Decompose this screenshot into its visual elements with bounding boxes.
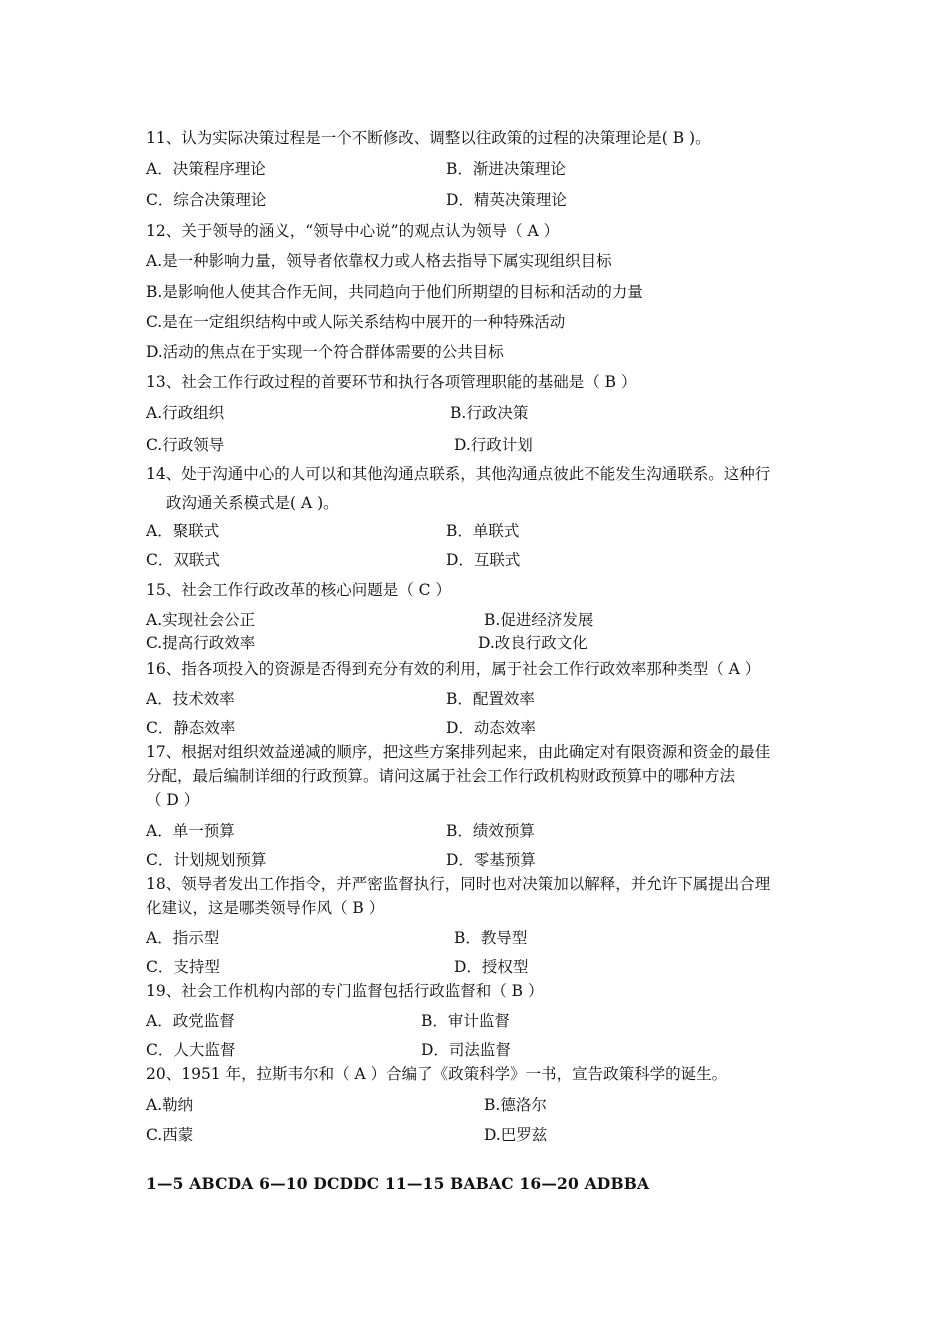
option-d: D.活动的焦点在于实现一个符合群体需要的公共目标 xyxy=(146,343,504,361)
option-d: D．精英决策理论 xyxy=(446,191,567,209)
option-d: D．零基预算 xyxy=(446,851,536,869)
option-a: A．单一预算 xyxy=(146,822,235,840)
answer-key: 1—5 ABCDA 6—10 DCDDC 11—15 BABAC 16—20 ADBBA xyxy=(146,1174,650,1193)
option-b: B．渐进决策理论 xyxy=(446,160,566,178)
question-stem: 18、领导者发出工作指令，并严密监督执行，同时也对决策加以解释，并允许下属提出合理 xyxy=(146,875,771,893)
option-b: B.行政决策 xyxy=(450,404,529,422)
option-b: B．教导型 xyxy=(454,929,528,947)
option-d: D．动态效率 xyxy=(446,719,536,737)
option-a: A．决策程序理论 xyxy=(146,160,266,178)
question-stem-line2: 政沟通关系模式是( A )。 xyxy=(166,494,339,512)
option-d: D．授权型 xyxy=(454,958,529,976)
question-stem: 12、关于领导的涵义，“领导中心说”的观点认为领导（ A ） xyxy=(146,222,560,240)
option-b: B.是影响他人使其合作无间，共同趋向于他们所期望的目标和活动的力量 xyxy=(146,283,643,301)
question-stem-line2: 分配，最后编制详细的行政预算。请问这属于社会工作行政机构财政预算中的哪种方法 xyxy=(146,767,736,785)
question-stem: 11、认为实际决策过程是一个不断修改、调整以往政策的过程的决策理论是( B )。 xyxy=(146,129,711,147)
option-d: D.改良行政文化 xyxy=(478,634,588,652)
question-stem: 19、社会工作机构内部的专门监督包括行政监督和（ B ） xyxy=(146,982,544,1000)
option-c: C．支持型 xyxy=(146,958,220,976)
option-b: B．单联式 xyxy=(446,522,520,540)
option-d: D.行政计划 xyxy=(454,436,533,454)
option-c: C.是在一定组织结构中或人际关系结构中展开的一种特殊活动 xyxy=(146,313,566,331)
option-b: B．配置效率 xyxy=(446,690,535,708)
option-a: A．聚联式 xyxy=(146,522,220,540)
question-stem: 14、处于沟通中心的人可以和其他沟通点联系，其他沟通点彼此不能发生沟通联系。这种行 xyxy=(146,465,771,483)
option-a: A．技术效率 xyxy=(146,690,235,708)
option-c: C．综合决策理论 xyxy=(146,191,267,209)
question-stem: 15、社会工作行政改革的核心问题是（ C ） xyxy=(146,581,451,599)
option-d: D.巴罗兹 xyxy=(484,1126,548,1144)
option-a: A.勒纳 xyxy=(146,1096,194,1114)
option-c: C．计划规划预算 xyxy=(146,851,267,869)
option-a: A.行政组织 xyxy=(146,404,225,422)
option-c: C.提高行政效率 xyxy=(146,634,256,652)
option-b: B.德洛尔 xyxy=(484,1096,547,1114)
option-d: D．司法监督 xyxy=(421,1041,511,1059)
option-c: C．双联式 xyxy=(146,551,220,569)
option-a: A.实现社会公正 xyxy=(146,611,256,629)
question-stem: 20、1951 年，拉斯韦尔和（ A ）合编了《政策科学》一书，宣告政策科学的诞生。 xyxy=(146,1065,728,1083)
option-d: D．互联式 xyxy=(446,551,521,569)
option-c: C．静态效率 xyxy=(146,719,236,737)
option-b: B．审计监督 xyxy=(421,1012,510,1030)
option-b: B．绩效预算 xyxy=(446,822,535,840)
question-stem-line2: 化建议，这是哪类领导作风（ B ） xyxy=(146,899,385,917)
option-c: C．人大监督 xyxy=(146,1041,236,1059)
option-c: C.西蒙 xyxy=(146,1126,194,1144)
option-c: C.行政领导 xyxy=(146,436,225,454)
question-stem: 16、指各项投入的资源是否得到充分有效的利用，属于社会工作行政效率那种类型（ A ） xyxy=(146,660,761,678)
option-a: A．指示型 xyxy=(146,929,220,947)
question-stem: 17、根据对组织效益递减的顺序，把这些方案排列起来，由此确定对有限资源和资金的最佳 xyxy=(146,743,771,761)
option-a: A.是一种影响力量，领导者依靠权力或人格去指导下属实现组织目标 xyxy=(146,252,612,270)
question-stem-line3: （ D ） xyxy=(146,791,200,809)
option-a: A．政党监督 xyxy=(146,1012,235,1030)
question-stem: 13、社会工作行政过程的首要环节和执行各项管理职能的基础是（ B ） xyxy=(146,373,637,391)
option-b: B.促进经济发展 xyxy=(484,611,594,629)
